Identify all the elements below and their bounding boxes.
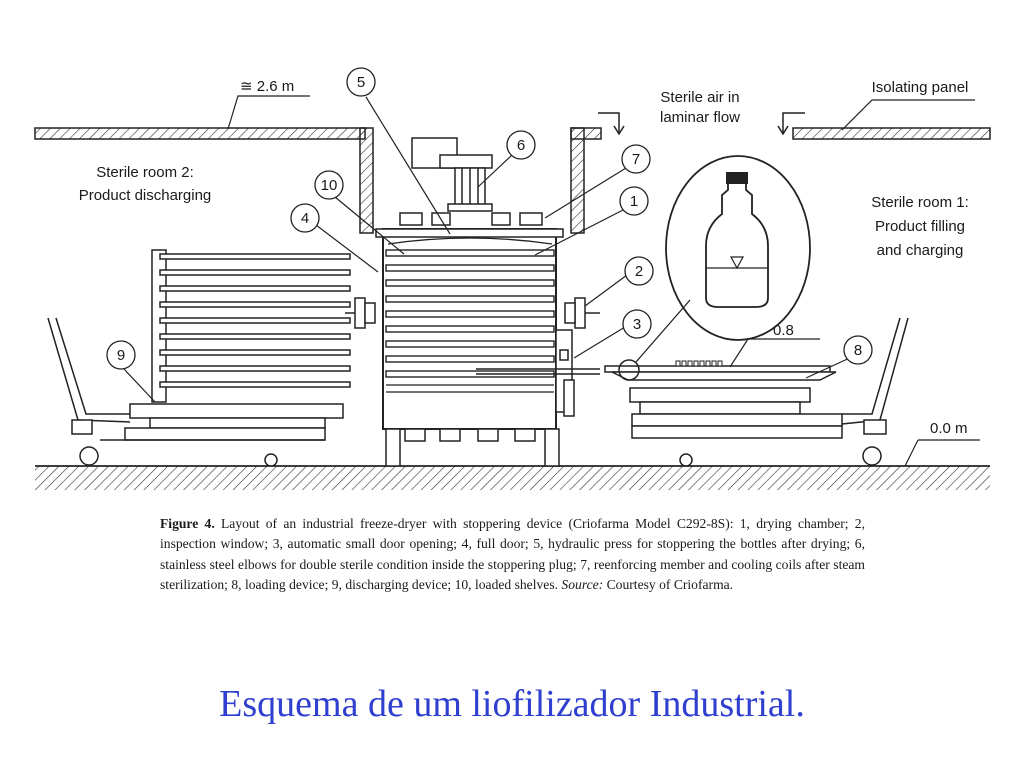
airflow-arrow-left bbox=[598, 113, 624, 134]
callout-6 bbox=[507, 131, 535, 159]
sterile-room-2-label-line1: Sterile room 2: bbox=[96, 164, 194, 181]
callout-4 bbox=[291, 204, 319, 232]
discharging-device bbox=[48, 250, 350, 466]
floor-level-leader bbox=[905, 440, 918, 466]
ceiling-height-leader bbox=[228, 96, 310, 129]
sterile-room-1-label-line1: Sterile room 1: bbox=[871, 194, 969, 211]
sterile-room-1-label-line3: and charging bbox=[876, 242, 964, 259]
loading-height-leader bbox=[730, 339, 748, 367]
svg-text:10: 10 bbox=[320, 177, 338, 194]
inspection-window-right bbox=[565, 298, 600, 328]
figure-label: Figure 4. bbox=[160, 516, 215, 531]
callout-5 bbox=[347, 68, 375, 96]
wall-right bbox=[571, 128, 584, 233]
sterile-room-2-label-line2: Product discharging bbox=[78, 187, 212, 204]
wall-left bbox=[360, 128, 373, 233]
source-text: Courtesy of Criofarma. bbox=[606, 577, 734, 593]
svg-text:2: 2 bbox=[634, 263, 644, 280]
svg-text:5: 5 bbox=[356, 74, 366, 91]
callout-7 bbox=[622, 145, 650, 173]
ceiling-height-label: ≅ 2.6 m bbox=[240, 78, 295, 95]
ceiling-left bbox=[35, 128, 365, 139]
callout-2 bbox=[625, 257, 653, 285]
sterile-room-1-label-line2: Product filling bbox=[874, 218, 966, 235]
figure-caption bbox=[160, 514, 865, 596]
svg-text:3: 3 bbox=[632, 316, 642, 333]
callout-1 bbox=[620, 187, 648, 215]
slide-title: Esquema de um liofilizador Industrial. bbox=[219, 683, 805, 725]
svg-text:8: 8 bbox=[853, 342, 863, 359]
loading-height-label: 0.8 bbox=[773, 322, 794, 339]
floor-level-label: 0.0 m bbox=[930, 420, 968, 437]
callout-10 bbox=[315, 171, 343, 199]
sterile-air-label-line2: laminar flow bbox=[659, 109, 741, 126]
svg-text:1: 1 bbox=[629, 193, 639, 210]
isolating-panel-leader bbox=[842, 100, 975, 130]
loaded-shelves bbox=[386, 250, 554, 377]
sterile-air-label-line1: Sterile air in bbox=[660, 89, 740, 106]
isolating-panel-label: Isolating panel bbox=[871, 79, 969, 96]
floor bbox=[35, 466, 990, 490]
source-label: Source: bbox=[561, 577, 604, 593]
callout-9 bbox=[107, 341, 135, 369]
wall-top-right bbox=[571, 128, 601, 139]
svg-text:9: 9 bbox=[116, 347, 126, 364]
automatic-small-door bbox=[556, 330, 574, 416]
hydraulic-press bbox=[412, 138, 492, 211]
svg-text:6: 6 bbox=[516, 137, 526, 154]
callout-3 bbox=[623, 310, 651, 338]
svg-text:7: 7 bbox=[631, 151, 641, 168]
figure-caption-text: Layout of an industrial freeze-dryer with stoppering device (Criofarma Model C292-8S): 1, drying chamber; 2, inspection window; 3, automatic small door opening; 4, full door; 5, hydraulic press for stoppering the bottles after drying; 6, stainless steel elbows for double sterile condition inside the stoppering plug; 7, reenforcing member and cooling coils after steam sterilization; 8, loading device; 9, discharging device; 10, loaded shelves. bbox=[160, 516, 865, 593]
ceiling-right bbox=[793, 128, 990, 139]
svg-text:4: 4 bbox=[300, 210, 310, 227]
callout-8 bbox=[844, 336, 872, 364]
